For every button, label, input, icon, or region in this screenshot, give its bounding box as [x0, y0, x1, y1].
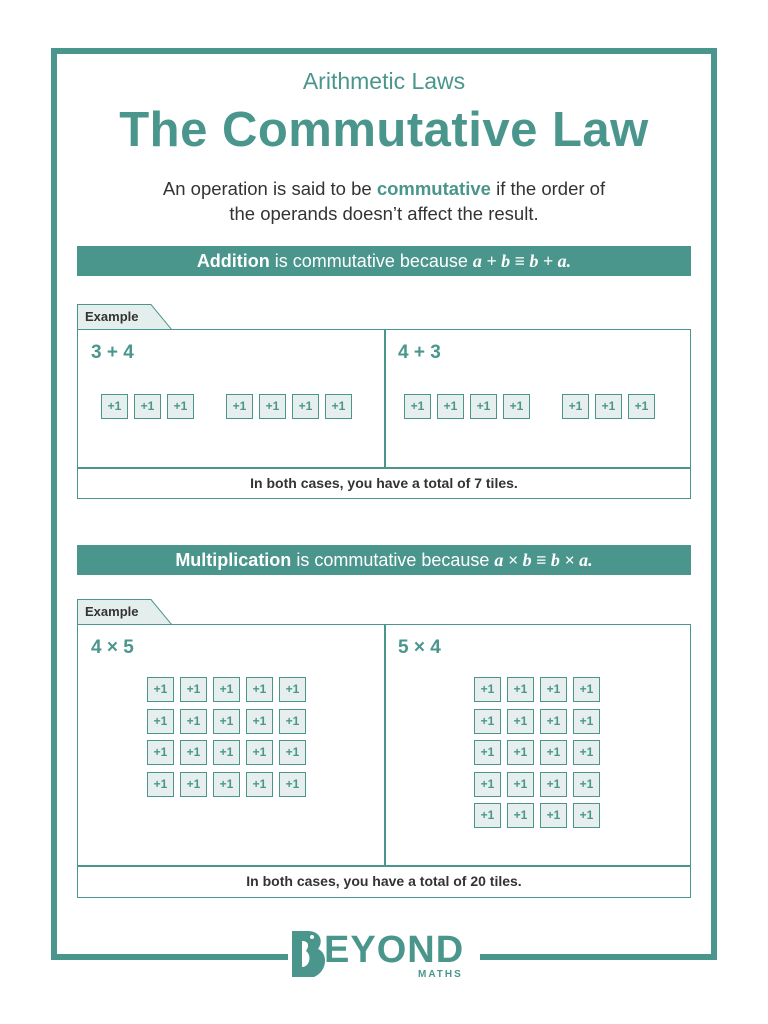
multiplication-left-tile: +1	[147, 677, 174, 702]
addition-example-box	[77, 329, 691, 499]
addition-left-group2-tile: +1	[292, 394, 319, 419]
multiplication-panel-divider	[384, 625, 386, 866]
intro-line2: the operands doesn’t affect the result.	[229, 203, 539, 224]
multiplication-left-tile: +1	[213, 772, 240, 797]
addition-footer: In both cases, you have a total of 7 tiles.	[250, 475, 518, 491]
supertitle: Arithmetic Laws	[302, 68, 466, 94]
addition-right-group1-tile: +1	[470, 394, 497, 419]
intro-pre: An operation is said to be	[162, 178, 377, 199]
multiplication-left-tile: +1	[213, 709, 240, 734]
multiplication-left-tile: +1	[246, 677, 273, 702]
multiplication-left-tile: +1	[246, 709, 273, 734]
beyond-maths-logo	[288, 925, 480, 985]
multiplication-footer: In both cases, you have a total of 20 tiles.	[246, 873, 522, 889]
addition-band-strong: Addition	[196, 251, 270, 271]
multiplication-right-tile: +1	[474, 677, 501, 702]
addition-band-text: is commutative because	[269, 251, 473, 271]
multiplication-left-tile: +1	[246, 772, 273, 797]
multiplication-right-tile: +1	[573, 740, 600, 765]
addition-band-formula: a + b ≡ b + a.	[472, 251, 572, 271]
intro-text	[0, 176, 768, 226]
addition-right-group2-tile: +1	[562, 394, 589, 419]
addition-example-tab	[77, 304, 173, 330]
addition-band	[77, 246, 691, 276]
multiplication-left-tile: +1	[279, 740, 306, 765]
multiplication-right-tile: +1	[474, 772, 501, 797]
multiplication-right-tile: +1	[573, 803, 600, 828]
multiplication-right-tile: +1	[507, 772, 534, 797]
multiplication-example-tab	[77, 599, 173, 625]
multiplication-left-tile: +1	[213, 677, 240, 702]
multiplication-right-tile: +1	[474, 740, 501, 765]
multiplication-right-tile: +1	[540, 677, 567, 702]
multiplication-left-tile: +1	[180, 772, 207, 797]
multiplication-left-tile: +1	[147, 709, 174, 734]
multiplication-left-tile: +1	[279, 772, 306, 797]
addition-left-group2-tile: +1	[259, 394, 286, 419]
multiplication-band-formula: a × b ≡ b × a.	[494, 550, 593, 570]
multiplication-left-tile: +1	[246, 740, 273, 765]
multiplication-example-box	[77, 624, 691, 898]
multiplication-right-tile: +1	[540, 709, 567, 734]
logo-rule-right	[477, 955, 717, 959]
logo-subtitle: MATHS	[418, 969, 463, 980]
multiplication-left-tile: +1	[279, 709, 306, 734]
multiplication-right-tile: +1	[573, 709, 600, 734]
addition-example-label: Example	[85, 309, 139, 324]
addition-right-group1-tile: +1	[404, 394, 431, 419]
multiplication-right-tile: +1	[573, 772, 600, 797]
multiplication-right-tile: +1	[507, 740, 534, 765]
multiplication-right-tile: +1	[474, 803, 501, 828]
addition-left-group2-tile: +1	[226, 394, 253, 419]
addition-right-group2-tile: +1	[595, 394, 622, 419]
addition-right-group2-tile: +1	[628, 394, 655, 419]
addition-footer-divider	[78, 467, 690, 469]
addition-right-group1-tile: +1	[503, 394, 530, 419]
logo-word: EYOND	[324, 929, 465, 971]
multiplication-band-text: is commutative because	[291, 550, 495, 570]
addition-left-group1-tile: +1	[167, 394, 194, 419]
multiplication-right-tile: +1	[507, 677, 534, 702]
addition-right-group1-tile: +1	[437, 394, 464, 419]
intro-post: if the order of	[490, 178, 606, 199]
multiplication-right-tile: +1	[573, 677, 600, 702]
multiplication-left-tile: +1	[180, 740, 207, 765]
multiplication-left-tile: +1	[180, 677, 207, 702]
multiplication-left-label: 4 × 5	[91, 637, 134, 658]
multiplication-right-tile: +1	[540, 740, 567, 765]
addition-left-group1-tile: +1	[101, 394, 128, 419]
multiplication-right-tile: +1	[474, 709, 501, 734]
multiplication-right-tile: +1	[507, 803, 534, 828]
multiplication-right-tile: +1	[540, 803, 567, 828]
multiplication-right-tile: +1	[507, 709, 534, 734]
addition-right-label: 4 + 3	[398, 342, 441, 363]
multiplication-left-tile: +1	[147, 740, 174, 765]
addition-left-group2-tile: +1	[325, 394, 352, 419]
page-title: The Commutative Law	[119, 103, 649, 157]
multiplication-example-label: Example	[85, 604, 139, 619]
multiplication-footer-divider	[78, 865, 690, 867]
addition-left-group1-tile: +1	[134, 394, 161, 419]
logo-b-mark-icon	[288, 927, 328, 983]
multiplication-left-tile: +1	[180, 709, 207, 734]
multiplication-left-tile: +1	[279, 677, 306, 702]
multiplication-band-strong: Multiplication	[175, 550, 292, 570]
addition-panel-divider	[384, 330, 386, 468]
multiplication-band	[77, 545, 691, 575]
multiplication-right-tile: +1	[540, 772, 567, 797]
logo-rule-left	[51, 955, 291, 959]
intro-highlight: commutative	[376, 178, 491, 199]
multiplication-right-label: 5 × 4	[398, 637, 441, 658]
multiplication-left-tile: +1	[213, 740, 240, 765]
addition-left-label: 3 + 4	[91, 342, 134, 363]
multiplication-left-tile: +1	[147, 772, 174, 797]
